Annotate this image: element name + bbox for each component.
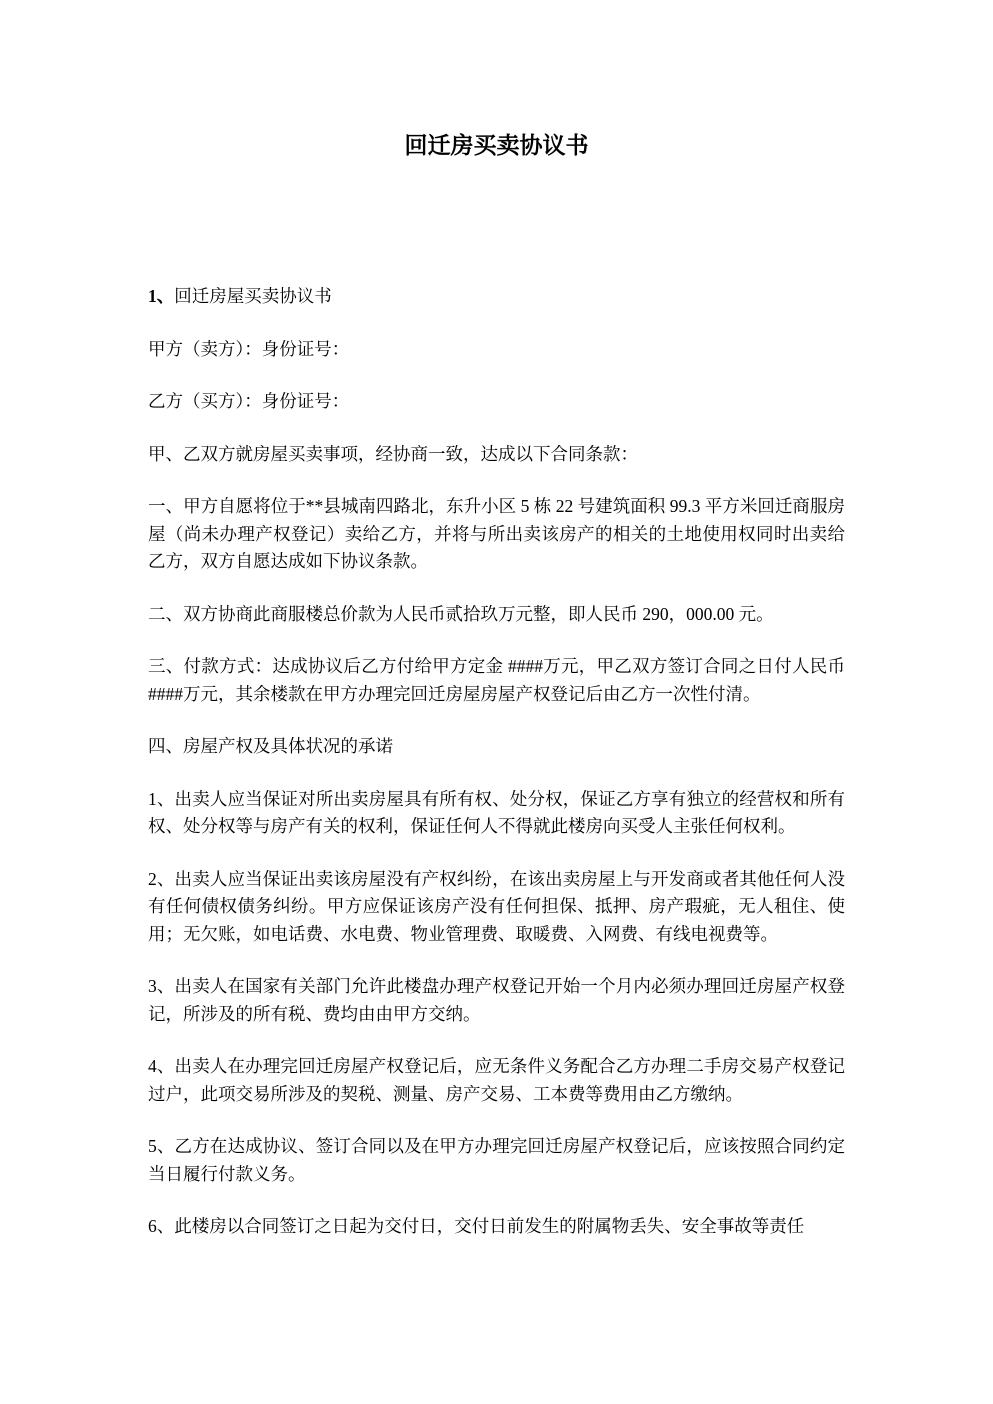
paragraph: 甲方（卖方）：身份证号：	[148, 338, 350, 359]
paragraph: 二、双方协商此商服楼总价款为人民币贰拾玖万元整，即人民币 290，000.00 元。	[148, 603, 774, 624]
document-title: 回迁房买卖协议书	[404, 133, 589, 158]
paragraph: 2、出卖人应当保证出卖该房屋没有产权纠纷，在该出卖房屋上与开发商或者其他任何人没有任何债权债务纠纷。甲方应保证该房产没有任何担保、抵押、房产瑕疵，无人租住、使用；无欠账，如电话费、水电费、物业管理费、取暖费、入网费、有线电视费等。	[148, 868, 845, 944]
paragraph: 一、甲方自愿将位于**县城南四路北，东升小区 5 栋 22 号建筑面积 99.3 平方米回迁商服房屋（尚未办理产权登记）卖给乙方，并将与所出卖该房产的相关的土地使用权同时出卖给乙方，双方自愿达成如下协议条款。	[148, 496, 845, 571]
paragraph: 四、房屋产权及具体状况的承诺	[148, 736, 393, 756]
paragraph: 甲、乙双方就房屋买卖事项，经协商一致，达成以下合同条款：	[148, 443, 638, 464]
paragraph-number: 1、	[148, 286, 175, 306]
paragraph: 3、出卖人在国家有关部门允许此楼盘办理产权登记开始一个月内必须办理回迁房屋产权登记，所涉及的所有税、费均由由甲方交纳。	[148, 976, 845, 1024]
document-body	[148, 283, 845, 1241]
paragraph: 1、出卖人应当保证对所出卖房屋具有所有权、处分权，保证乙方享有独立的经营权和所有权、处分权等与房产有关的权利，保证任何人不得就此楼房向买受人主张任何权利。	[148, 788, 845, 836]
paragraph: 5、乙方在达成协议、签订合同以及在甲方办理完回迁房屋产权登记后，应该按照合同约定当日履行付款义务。	[148, 1136, 845, 1184]
paragraph: 三、付款方式：达成协议后乙方付给甲方定金 ####万元，甲乙双方签订合同之日付人民币####万元，其余楼款在甲方办理完回迁房屋房屋产权登记后由乙方一次性付清。	[148, 656, 845, 704]
paragraph: 乙方（买方）：身份证号：	[148, 391, 350, 411]
paragraph: 1、回迁房屋买卖协议书	[148, 286, 332, 306]
paragraph: 6、此楼房以合同签订之日起为交付日，交付日前发生的附属物丢失、安全事故等责任	[148, 1216, 805, 1236]
paragraph: 4、出卖人在办理完回迁房屋产权登记后，应无条件义务配合乙方办理二手房交易产权登记过户，此项交易所涉及的契税、测量、房产交易、工本费等费用由乙方缴纳。	[148, 1056, 845, 1104]
